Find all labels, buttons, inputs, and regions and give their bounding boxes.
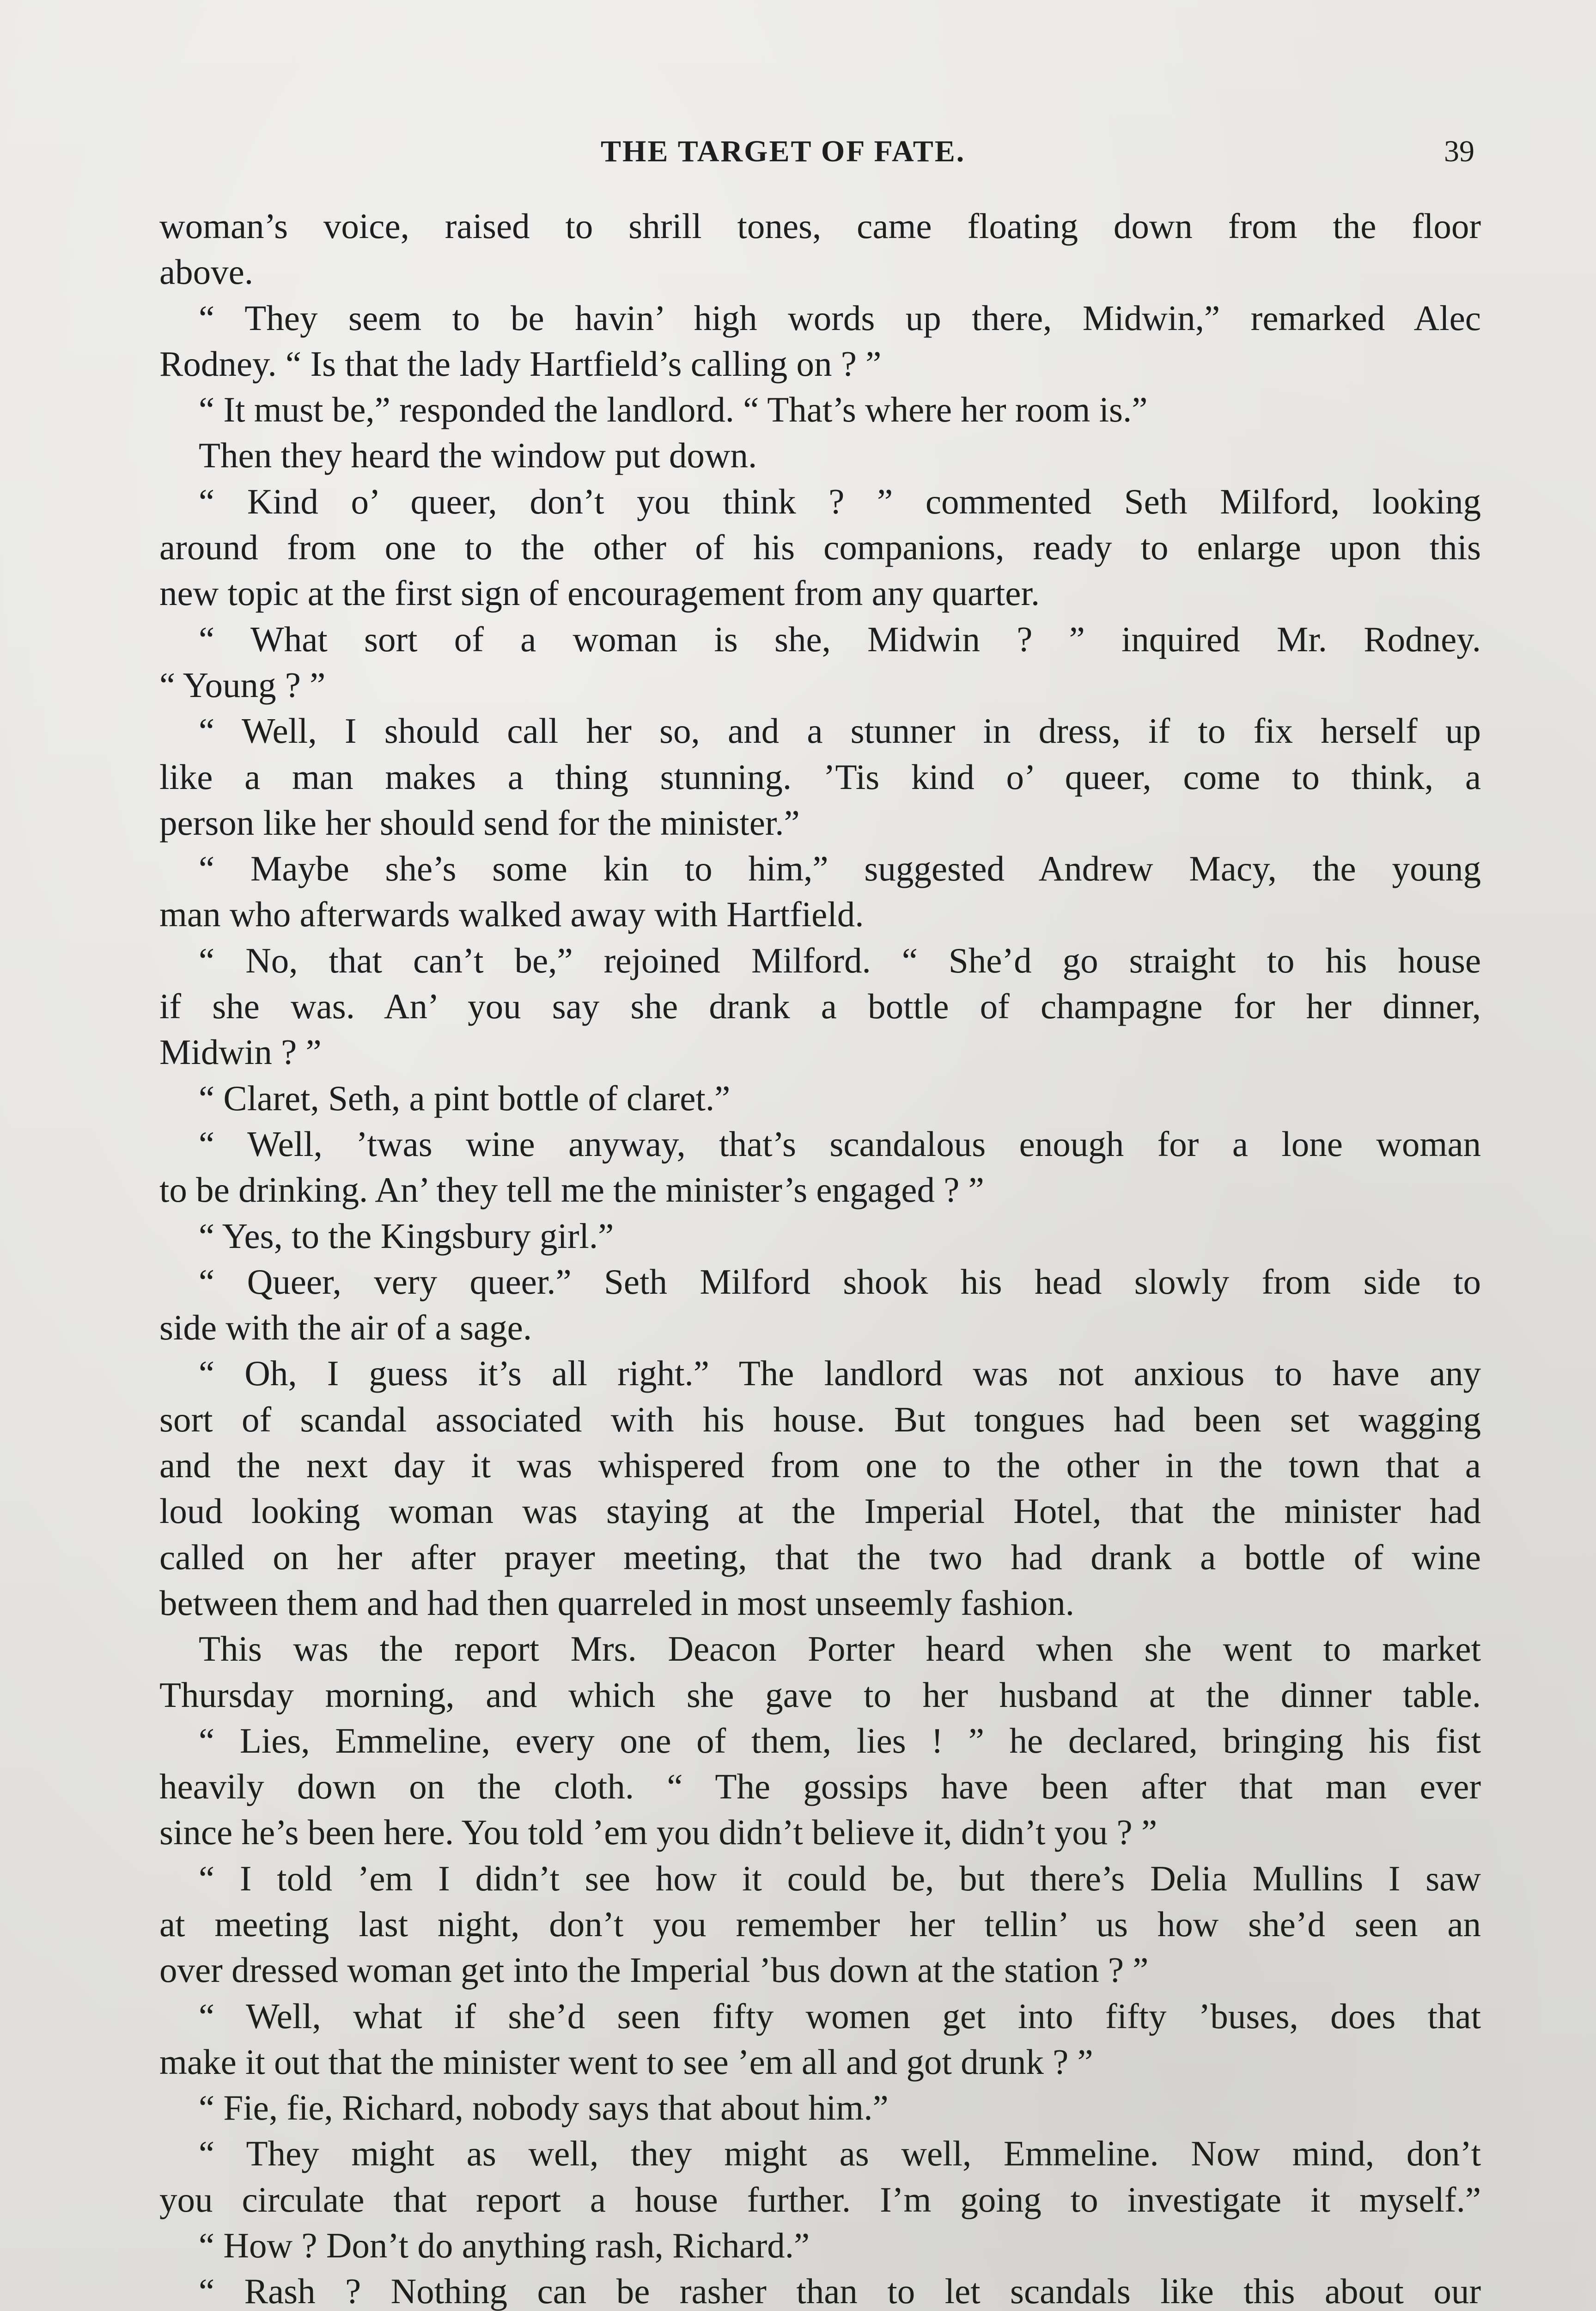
text-line: man who afterwards walked away with Hartfield. xyxy=(159,894,864,935)
text-line: “ Rash ? Nothing can be rasher than to let scandals like this about our xyxy=(199,2271,1481,2311)
text-line: “ What sort of a woman is she, Midwin ? ” inquired Mr. Rodney. xyxy=(199,619,1481,659)
text-line: since he’s been here. You told ’em you didn’t believe it, didn’t you ? ” xyxy=(159,1812,1157,1852)
text-line: heavily down on the cloth. “ The gossips have been after that man ever xyxy=(159,1767,1481,1807)
text-line: “ How ? Don’t do anything rash, Richard.” xyxy=(199,2225,810,2266)
text-line: “ Maybe she’s some kin to him,” suggested Andrew Macy, the young xyxy=(199,849,1481,889)
text-line: above. xyxy=(159,252,254,292)
text-line: side with the air of a sage. xyxy=(159,1308,532,1348)
text-line: called on her after prayer meeting, that the two had drank a bottle of wine xyxy=(159,1537,1481,1577)
text-line: at meeting last night, don’t you remember her tellin’ us how she’d seen an xyxy=(159,1904,1481,1944)
text-line: “ It must be,” responded the landlord. “ That’s where her room is.” xyxy=(199,390,1148,430)
text-line: “ They seem to be havin’ high words up there, Midwin,” remarked Alec xyxy=(199,298,1481,338)
text-line: “ Well, ’twas wine anyway, that’s scandalous enough for a lone woman xyxy=(199,1124,1481,1164)
body-text xyxy=(159,203,1481,2311)
text-line: sort of scandal associated with his house. But tongues had been set wagging xyxy=(159,1399,1481,1439)
text-line: you circulate that report a house further. I’m going to investigate it myself.” xyxy=(159,2179,1481,2219)
text-line: “ Queer, very queer.” Seth Milford shook his head slowly from side to xyxy=(199,1261,1481,1302)
text-line: like a man makes a thing stunning. ’Tis kind o’ queer, come to think, a xyxy=(159,757,1481,797)
text-line: “ Oh, I guess it’s all right.” The landlord was not anxious to have any xyxy=(199,1353,1481,1394)
text-line: Midwin ? ” xyxy=(159,1032,322,1072)
text-line: around from one to the other of his companions, ready to enlarge upon this xyxy=(159,527,1481,568)
text-line: “ Lies, Emmeline, every one of them, lies ! ” he declared, bringing his fist xyxy=(199,1720,1481,1761)
text-line: This was the report Mrs. Deacon Porter heard when she went to market xyxy=(199,1629,1481,1669)
text-line: loud looking woman was staying at the Imperial Hotel, that the minister had xyxy=(159,1491,1481,1531)
text-line: between them and had then quarreled in most unseemly fashion. xyxy=(159,1583,1075,1623)
text-line: “ No, that can’t be,” rejoined Milford. “ She’d go straight to his house xyxy=(199,940,1481,980)
text-line: over dressed woman get into the Imperial ’bus down at the station ? ” xyxy=(159,1950,1149,1990)
text-line: woman’s voice, raised to shrill tones, came floating down from the floor xyxy=(159,206,1481,246)
text-line: if she was. An’ you say she drank a bottle of champagne for her dinner, xyxy=(159,986,1481,1027)
text-line: new topic at the first sign of encouragement from any quarter. xyxy=(159,573,1040,613)
text-line: “ Yes, to the Kingsbury girl.” xyxy=(199,1216,614,1256)
text-line: “ Fie, fie, Richard, nobody says that about him.” xyxy=(199,2088,889,2128)
text-line: “ Kind o’ queer, don’t you think ? ” commented Seth Milford, looking xyxy=(199,481,1481,521)
text-line: make it out that the minister went to see ’em all and got drunk ? ” xyxy=(159,2042,1093,2082)
text-line: “ Claret, Seth, a pint bottle of claret.” xyxy=(199,1078,731,1118)
text-line: to be drinking. An’ they tell me the minister’s engaged ? ” xyxy=(159,1170,984,1210)
text-line: person like her should send for the minister.” xyxy=(159,802,800,843)
text-line: and the next day it was whispered from one to the other in the town that a xyxy=(159,1445,1481,1486)
text-line: “ Well, what if she’d seen fifty women get into fifty ’buses, does that xyxy=(199,1996,1481,2036)
running-title: THE TARGET OF FATE. xyxy=(601,135,966,168)
page-number: 39 xyxy=(1444,135,1474,168)
text-line: Rodney. “ Is that the lady Hartfield’s calling on ? ” xyxy=(159,343,882,384)
text-line: Then they heard the window put down. xyxy=(199,435,757,476)
text-line: Thursday morning, and which she gave to her husband at the dinner table. xyxy=(159,1675,1481,1715)
running-head xyxy=(0,134,1596,180)
text-line: “ I told ’em I didn’t see how it could be, but there’s Delia Mullins I saw xyxy=(199,1858,1481,1898)
text-line: “ Well, I should call her so, and a stunner in dress, if to fix herself up xyxy=(199,711,1481,751)
text-line: “ They might as well, they might as well, Emmeline. Now mind, don’t xyxy=(199,2134,1481,2174)
text-line: “ Young ? ” xyxy=(159,665,326,705)
